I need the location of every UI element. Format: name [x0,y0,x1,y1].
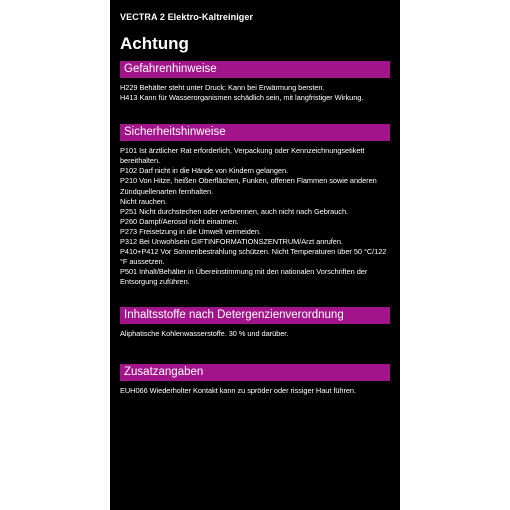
section-title: Gefahrenhinweise [120,61,390,78]
statement-line: P312 Bei Unwohlsein GIFTINFORMATIONSZENTRUM/Arzt anrufen. [120,237,343,247]
statement-line: P101 Ist ärztlicher Rat erforderlich, Verpackung oder Kennzeichnungsetikett bereithalten. [120,146,365,166]
section-additional-info [120,364,390,396]
statement-line: P501 Inhalt/Behälter in Übereinstimmung mit den nationalen Vorschriften der Entsorgung zuführen. [120,267,368,287]
statement-line: P260 Dampf/Aerosol nicht einatmen. [120,216,239,226]
statement-line: P210 Von Hitze, heißen Oberflächen, Funken, offenen Flammen sowie anderen Zündquellenarten fernhalten. [120,176,377,196]
statement-line: P102 Darf nicht in die Hände von Kindern gelangen. [120,166,289,176]
statement-line: H413 Kann für Wasserorganismen schädlich sein, mit langfristiger Wirkung. [120,93,364,103]
statement-line: Nicht rauchen. [120,196,167,206]
warning-heading: Achtung [120,34,189,53]
section-title: Inhaltsstoffe nach Detergenzienverordnung [120,307,390,324]
statement-line: H229 Behälter steht unter Druck: Kann bei Erwärmung bersten. [120,83,325,92]
product-name: VECTRA 2 Elektro-Kaltreiniger [120,12,254,22]
section-ingredients [120,307,390,339]
statement-line: P251 Nicht durchstechen oder verbrennen, auch nicht nach Gebrauch. [120,206,349,216]
section-text [120,83,390,103]
section-precautionary-statements [120,124,390,287]
section-text [120,329,390,339]
statement-line: P410+P412 Vor Sonnenbestrahlung schützen. Nicht Temperaturen über 50 °C/122 °F aussetzen. [120,247,387,267]
section-text [120,146,390,287]
safety-label [110,0,400,510]
section-hazard-statements [120,61,390,103]
statement-line: P273 Freisetzung in die Umwelt vermeiden. [120,226,261,236]
statement-line: Aliphatische Kohlenwasserstoffe. 30 % und darüber. [120,328,289,338]
section-text [120,386,390,396]
section-title: Sicherheitshinweise [120,124,390,141]
section-title: Zusatzangaben [120,364,390,381]
statement-line: EUH066 Wiederholter Kontakt kann zu spröder oder rissiger Haut führen. [120,385,356,395]
